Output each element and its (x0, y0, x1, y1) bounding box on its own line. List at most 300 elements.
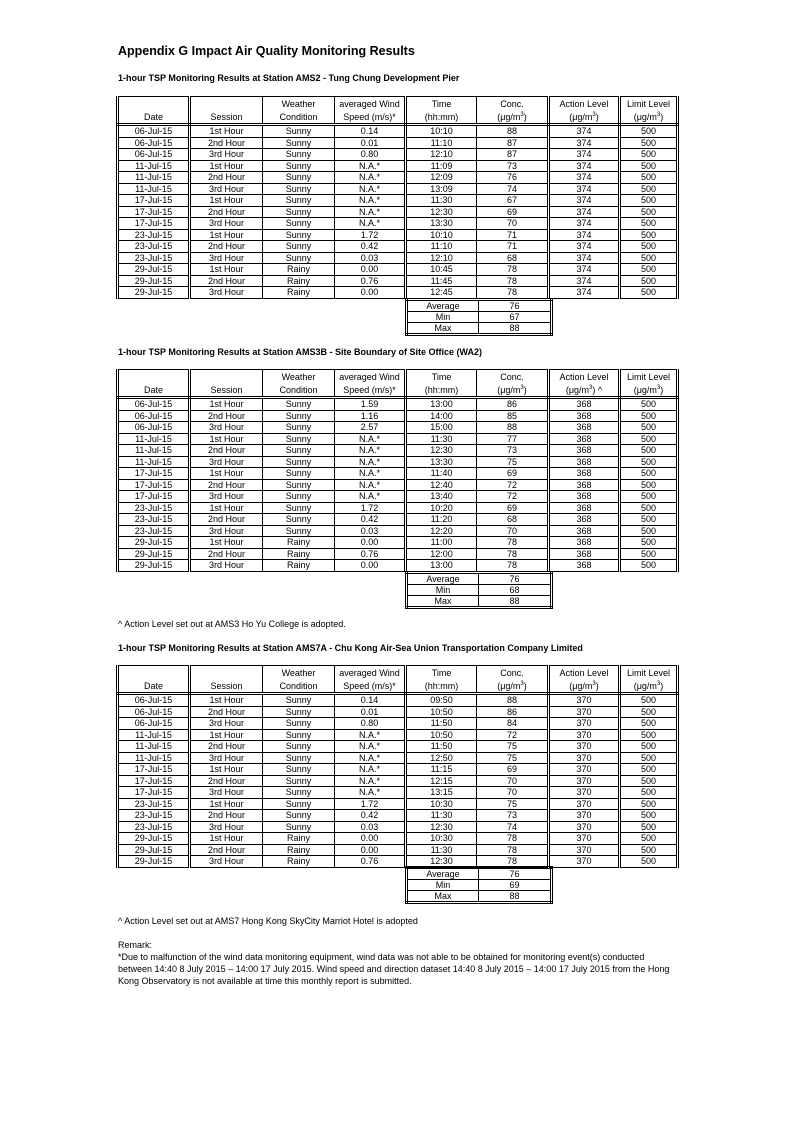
header-session-line1 (190, 97, 263, 111)
stats-row (407, 596, 552, 608)
cell-conc: 78 (477, 275, 549, 287)
cell-session: 2nd Hour (190, 844, 263, 856)
header-action-level-line2: $(\mu g/m^3)$ ^ (549, 383, 620, 398)
cell-action-level: 374 (549, 172, 620, 184)
table-row (118, 195, 678, 207)
cell-conc: 78 (477, 856, 549, 868)
stat-value: 88 (479, 891, 552, 903)
cell-session: 2nd Hour (190, 548, 263, 560)
footnote-ams3b: ^ Action Level set out at AMS3 Ho Yu College is adopted. (118, 619, 346, 629)
cell-conc: 72 (477, 491, 549, 503)
table-row (118, 764, 678, 776)
cell-limit-level: 500 (620, 741, 678, 753)
cell-conc: 75 (477, 456, 549, 468)
header-wind-speed-line2: Speed (m/s)* (335, 110, 406, 125)
cell-weather: Sunny (263, 694, 335, 707)
cell-wind-speed: N.A.* (335, 787, 406, 799)
cell-weather: Sunny (263, 433, 335, 445)
cell-time: 10:10 (406, 229, 477, 241)
cell-weather: Rainy (263, 537, 335, 549)
stats-row (407, 585, 552, 596)
cell-wind-speed: 0.00 (335, 537, 406, 549)
cell-date: 11-Jul-15 (118, 729, 190, 741)
cell-wind-speed: 0.14 (335, 125, 406, 138)
cell-action-level: 370 (549, 821, 620, 833)
stat-value: 68 (479, 585, 552, 596)
cell-action-level: 374 (549, 206, 620, 218)
stat-label: Min (407, 585, 479, 596)
table-row (118, 218, 678, 230)
cell-session: 1st Hour (190, 537, 263, 549)
cell-time: 11:40 (406, 468, 477, 480)
cell-limit-level: 500 (620, 149, 678, 161)
header-wind-speed-line1: averaged Wind (335, 97, 406, 111)
cell-session: 3rd Hour (190, 218, 263, 230)
cell-action-level: 370 (549, 741, 620, 753)
cell-action-level: 374 (549, 125, 620, 138)
cell-wind-speed: N.A.* (335, 206, 406, 218)
cell-wind-speed: N.A.* (335, 218, 406, 230)
cell-session: 3rd Hour (190, 525, 263, 537)
cell-time: 13:40 (406, 491, 477, 503)
cell-weather: Sunny (263, 241, 335, 253)
cell-time: 12:09 (406, 172, 477, 184)
table-row (118, 160, 678, 172)
cell-time: 10:50 (406, 706, 477, 718)
cell-session: 2nd Hour (190, 137, 263, 149)
cell-conc: 75 (477, 798, 549, 810)
cell-wind-speed: 0.01 (335, 706, 406, 718)
table-row (118, 718, 678, 730)
cell-weather: Rainy (263, 275, 335, 287)
header-action-level-line1: Action Level (549, 666, 620, 680)
cell-action-level: 370 (549, 856, 620, 868)
cell-limit-level: 500 (620, 468, 678, 480)
cell-action-level: 368 (549, 525, 620, 537)
cell-weather: Rainy (263, 560, 335, 572)
cell-limit-level: 500 (620, 694, 678, 707)
cell-conc: 71 (477, 229, 549, 241)
cell-date: 17-Jul-15 (118, 468, 190, 480)
cell-time: 13:09 (406, 183, 477, 195)
cell-limit-level: 500 (620, 410, 678, 422)
cell-wind-speed: N.A.* (335, 195, 406, 207)
table-row (118, 525, 678, 537)
header-limit-level-line2: $(\mu g/m^3)$ (620, 383, 678, 398)
table-row (118, 706, 678, 718)
cell-weather: Rainy (263, 548, 335, 560)
stat-label: Min (407, 312, 479, 323)
cell-weather: Sunny (263, 718, 335, 730)
cell-time: 10:10 (406, 125, 477, 138)
header-date-line1 (118, 370, 190, 384)
stat-label: Average (407, 868, 479, 880)
stats-row (407, 880, 552, 891)
cell-date: 06-Jul-15 (118, 137, 190, 149)
cell-conc: 72 (477, 729, 549, 741)
header-weather-line2: Condition (263, 383, 335, 398)
cell-time: 11:20 (406, 514, 477, 526)
table-row (118, 856, 678, 868)
cell-date: 17-Jul-15 (118, 206, 190, 218)
cell-date: 29-Jul-15 (118, 287, 190, 299)
table-row (118, 433, 678, 445)
header-action-level-line1: Action Level (549, 97, 620, 111)
cell-date: 29-Jul-15 (118, 833, 190, 845)
cell-action-level: 370 (549, 833, 620, 845)
cell-action-level: 370 (549, 706, 620, 718)
cell-limit-level: 500 (620, 252, 678, 264)
cell-conc: 69 (477, 468, 549, 480)
header-weather-line1: Weather (263, 666, 335, 680)
cell-limit-level: 500 (620, 479, 678, 491)
cell-wind-speed: N.A.* (335, 764, 406, 776)
cell-weather: Sunny (263, 422, 335, 434)
cell-wind-speed: 0.00 (335, 287, 406, 299)
cell-limit-level: 500 (620, 548, 678, 560)
cell-action-level: 368 (549, 560, 620, 572)
cell-date: 23-Jul-15 (118, 514, 190, 526)
header-weather-line1: Weather (263, 370, 335, 384)
stats-row (407, 891, 552, 903)
cell-weather: Sunny (263, 502, 335, 514)
cell-conc: 87 (477, 149, 549, 161)
cell-date: 11-Jul-15 (118, 172, 190, 184)
cell-session: 1st Hour (190, 468, 263, 480)
cell-limit-level: 500 (620, 491, 678, 503)
header-date-line2: Date (118, 679, 190, 694)
cell-weather: Sunny (263, 752, 335, 764)
cell-limit-level: 500 (620, 433, 678, 445)
cell-action-level: 368 (549, 445, 620, 457)
cell-time: 10:50 (406, 729, 477, 741)
cell-wind-speed: 0.42 (335, 241, 406, 253)
table-row (118, 456, 678, 468)
cell-date: 29-Jul-15 (118, 264, 190, 276)
cell-session: 1st Hour (190, 195, 263, 207)
cell-conc: 87 (477, 137, 549, 149)
header-weather-line1: Weather (263, 97, 335, 111)
cell-action-level: 374 (549, 275, 620, 287)
header-weather-line2: Condition (263, 110, 335, 125)
cell-limit-level: 500 (620, 160, 678, 172)
station-heading-ams3b: 1-hour TSP Monitoring Results at Station AMS3B - Site Boundary of Site Office (WA2) (118, 347, 483, 357)
cell-time: 12:20 (406, 525, 477, 537)
cell-wind-speed: 0.00 (335, 560, 406, 572)
table-row (118, 729, 678, 741)
table-row (118, 514, 678, 526)
cell-weather: Sunny (263, 821, 335, 833)
cell-limit-level: 500 (620, 514, 678, 526)
cell-weather: Rainy (263, 856, 335, 868)
cell-time: 11:10 (406, 241, 477, 253)
header-limit-level-line2: $(\mu g/m^3)$ (620, 110, 678, 125)
cell-limit-level: 500 (620, 764, 678, 776)
cell-action-level: 370 (549, 787, 620, 799)
cell-wind-speed: 0.14 (335, 694, 406, 707)
cell-weather: Rainy (263, 264, 335, 276)
cell-date: 11-Jul-15 (118, 183, 190, 195)
cell-wind-speed: 0.76 (335, 548, 406, 560)
cell-date: 11-Jul-15 (118, 752, 190, 764)
cell-action-level: 368 (549, 502, 620, 514)
table-row (118, 798, 678, 810)
cell-time: 12:40 (406, 479, 477, 491)
stats-row (407, 573, 552, 585)
cell-session: 2nd Hour (190, 810, 263, 822)
cell-date: 06-Jul-15 (118, 125, 190, 138)
cell-session: 3rd Hour (190, 252, 263, 264)
table-row (118, 252, 678, 264)
remark-text: *Due to malfunction of the wind data monitoring equipment, wind data was not able to be obtained for monitoring event(s) conducted between 14:40 8 July 2015 – 14:00 17 July 2015. Wind speed and direction dataset 14:40 8 July 2015 – 14:00 17 July 2015 from the Hong Kong Observatory is not available at time this monthly report is submitted. (118, 952, 670, 986)
cell-weather: Sunny (263, 410, 335, 422)
cell-action-level: 368 (549, 433, 620, 445)
cell-limit-level: 500 (620, 241, 678, 253)
footnote-ams7a: ^ Action Level set out at AMS7 Hong Kong SkyCity Marriot Hotel is adopted (118, 916, 418, 926)
stats-row (407, 323, 552, 335)
cell-conc: 88 (477, 125, 549, 138)
table-row (118, 537, 678, 549)
cell-time: 11:15 (406, 764, 477, 776)
cell-session: 1st Hour (190, 502, 263, 514)
cell-wind-speed: N.A.* (335, 172, 406, 184)
remark-block (118, 939, 678, 987)
cell-limit-level: 500 (620, 125, 678, 138)
cell-weather: Sunny (263, 479, 335, 491)
cell-session: 3rd Hour (190, 491, 263, 503)
cell-action-level: 374 (549, 218, 620, 230)
cell-wind-speed: N.A.* (335, 729, 406, 741)
cell-weather: Sunny (263, 125, 335, 138)
cell-date: 29-Jul-15 (118, 560, 190, 572)
cell-time: 13:30 (406, 218, 477, 230)
cell-weather: Sunny (263, 456, 335, 468)
cell-date: 23-Jul-15 (118, 502, 190, 514)
cell-session: 1st Hour (190, 694, 263, 707)
cell-weather: Sunny (263, 706, 335, 718)
cell-time: 10:30 (406, 833, 477, 845)
cell-weather: Sunny (263, 229, 335, 241)
cell-limit-level: 500 (620, 264, 678, 276)
cell-weather: Sunny (263, 468, 335, 480)
cell-session: 2nd Hour (190, 410, 263, 422)
stat-value: 76 (479, 300, 552, 312)
cell-session: 1st Hour (190, 433, 263, 445)
table-row (118, 741, 678, 753)
cell-date: 06-Jul-15 (118, 410, 190, 422)
cell-conc: 78 (477, 548, 549, 560)
cell-action-level: 374 (549, 252, 620, 264)
table-row (118, 137, 678, 149)
header-conc-line1: Conc. (477, 370, 549, 384)
cell-time: 11:30 (406, 433, 477, 445)
cell-wind-speed: 1.72 (335, 798, 406, 810)
stat-label: Max (407, 891, 479, 903)
table-row (118, 125, 678, 138)
table-row (118, 468, 678, 480)
header-session-line1 (190, 370, 263, 384)
cell-limit-level: 500 (620, 195, 678, 207)
cell-session: 1st Hour (190, 125, 263, 138)
stat-label: Average (407, 573, 479, 585)
cell-action-level: 374 (549, 287, 620, 299)
cell-time: 12:30 (406, 856, 477, 868)
cell-wind-speed: 0.03 (335, 821, 406, 833)
stats-row (407, 300, 552, 312)
cell-action-level: 374 (549, 183, 620, 195)
cell-action-level: 368 (549, 422, 620, 434)
table-row (118, 775, 678, 787)
cell-weather: Sunny (263, 798, 335, 810)
table-row (118, 287, 678, 299)
cell-conc: 75 (477, 741, 549, 753)
cell-date: 17-Jul-15 (118, 787, 190, 799)
cell-session: 1st Hour (190, 764, 263, 776)
cell-session: 3rd Hour (190, 422, 263, 434)
stat-label: Max (407, 596, 479, 608)
stats-table-ams3b (405, 571, 553, 609)
stat-value: 88 (479, 596, 552, 608)
cell-date: 17-Jul-15 (118, 479, 190, 491)
station-heading-ams7a: 1-hour TSP Monitoring Results at Station AMS7A - Chu Kong Air-Sea Union Transportation Company Limited (118, 643, 583, 653)
cell-date: 11-Jul-15 (118, 160, 190, 172)
cell-conc: 68 (477, 514, 549, 526)
cell-date: 23-Jul-15 (118, 810, 190, 822)
cell-date: 11-Jul-15 (118, 445, 190, 457)
header-time-line1: Time (406, 370, 477, 384)
cell-time: 12:50 (406, 752, 477, 764)
cell-weather: Sunny (263, 172, 335, 184)
cell-action-level: 374 (549, 241, 620, 253)
cell-limit-level: 500 (620, 206, 678, 218)
cell-time: 12:30 (406, 821, 477, 833)
cell-wind-speed: 0.01 (335, 137, 406, 149)
page-title: Appendix G Impact Air Quality Monitoring Results (118, 44, 415, 58)
header-date-line1 (118, 97, 190, 111)
cell-weather: Sunny (263, 252, 335, 264)
cell-time: 10:30 (406, 798, 477, 810)
cell-limit-level: 500 (620, 229, 678, 241)
header-limit-level-line1: Limit Level (620, 666, 678, 680)
stat-label: Max (407, 323, 479, 335)
cell-action-level: 368 (549, 468, 620, 480)
cell-time: 11:10 (406, 137, 477, 149)
cell-wind-speed: 0.42 (335, 514, 406, 526)
header-time-line2: (hh:mm) (406, 110, 477, 125)
cell-session: 2nd Hour (190, 741, 263, 753)
cell-weather: Sunny (263, 183, 335, 195)
cell-session: 2nd Hour (190, 172, 263, 184)
cell-date: 17-Jul-15 (118, 491, 190, 503)
cell-weather: Sunny (263, 764, 335, 776)
cell-wind-speed: 0.00 (335, 833, 406, 845)
table-row (118, 844, 678, 856)
results-table-ams7a (116, 665, 679, 868)
cell-conc: 71 (477, 241, 549, 253)
cell-limit-level: 500 (620, 810, 678, 822)
cell-session: 1st Hour (190, 160, 263, 172)
cell-limit-level: 500 (620, 833, 678, 845)
cell-date: 29-Jul-15 (118, 856, 190, 868)
header-session-line2: Session (190, 110, 263, 125)
cell-action-level: 370 (549, 764, 620, 776)
cell-weather: Sunny (263, 525, 335, 537)
cell-limit-level: 500 (620, 398, 678, 411)
cell-wind-speed: N.A.* (335, 775, 406, 787)
cell-session: 2nd Hour (190, 514, 263, 526)
table-row (118, 548, 678, 560)
cell-limit-level: 500 (620, 422, 678, 434)
cell-wind-speed: N.A.* (335, 160, 406, 172)
cell-date: 17-Jul-15 (118, 775, 190, 787)
header-session-line2: Session (190, 383, 263, 398)
cell-date: 17-Jul-15 (118, 764, 190, 776)
cell-weather: Sunny (263, 398, 335, 411)
cell-limit-level: 500 (620, 537, 678, 549)
cell-conc: 78 (477, 287, 549, 299)
cell-action-level: 368 (549, 398, 620, 411)
cell-action-level: 374 (549, 229, 620, 241)
header-wind-speed-line2: Speed (m/s)* (335, 679, 406, 694)
cell-conc: 70 (477, 775, 549, 787)
cell-conc: 86 (477, 398, 549, 411)
cell-wind-speed: 1.59 (335, 398, 406, 411)
cell-time: 12:00 (406, 548, 477, 560)
cell-conc: 69 (477, 206, 549, 218)
header-weather-line2: Condition (263, 679, 335, 694)
cell-wind-speed: 1.72 (335, 229, 406, 241)
cell-action-level: 374 (549, 137, 620, 149)
cell-time: 12:15 (406, 775, 477, 787)
results-table-ams2 (116, 96, 679, 299)
cell-conc: 74 (477, 183, 549, 195)
cell-session: 1st Hour (190, 798, 263, 810)
stat-value: 67 (479, 312, 552, 323)
cell-conc: 86 (477, 706, 549, 718)
cell-time: 12:10 (406, 252, 477, 264)
header-wind-speed-line1: averaged Wind (335, 370, 406, 384)
remark-label: Remark: (118, 940, 153, 950)
cell-date: 17-Jul-15 (118, 195, 190, 207)
cell-weather: Sunny (263, 787, 335, 799)
cell-action-level: 370 (549, 752, 620, 764)
cell-time: 12:45 (406, 287, 477, 299)
header-wind-speed-line2: Speed (m/s)* (335, 383, 406, 398)
stat-value: 69 (479, 880, 552, 891)
cell-conc: 70 (477, 787, 549, 799)
cell-date: 29-Jul-15 (118, 548, 190, 560)
cell-date: 23-Jul-15 (118, 525, 190, 537)
cell-wind-speed: N.A.* (335, 479, 406, 491)
cell-action-level: 370 (549, 810, 620, 822)
cell-conc: 73 (477, 445, 549, 457)
cell-conc: 75 (477, 752, 549, 764)
cell-wind-speed: 0.42 (335, 810, 406, 822)
cell-date: 23-Jul-15 (118, 798, 190, 810)
header-time-line1: Time (406, 666, 477, 680)
cell-weather: Rainy (263, 287, 335, 299)
cell-date: 23-Jul-15 (118, 821, 190, 833)
table-row (118, 821, 678, 833)
cell-action-level: 370 (549, 729, 620, 741)
cell-date: 11-Jul-15 (118, 741, 190, 753)
table-row (118, 172, 678, 184)
header-date-line2: Date (118, 383, 190, 398)
cell-limit-level: 500 (620, 844, 678, 856)
header-action-level-line2: $(\mu g/m^3)$ (549, 679, 620, 694)
cell-wind-speed: N.A.* (335, 456, 406, 468)
cell-weather: Sunny (263, 137, 335, 149)
